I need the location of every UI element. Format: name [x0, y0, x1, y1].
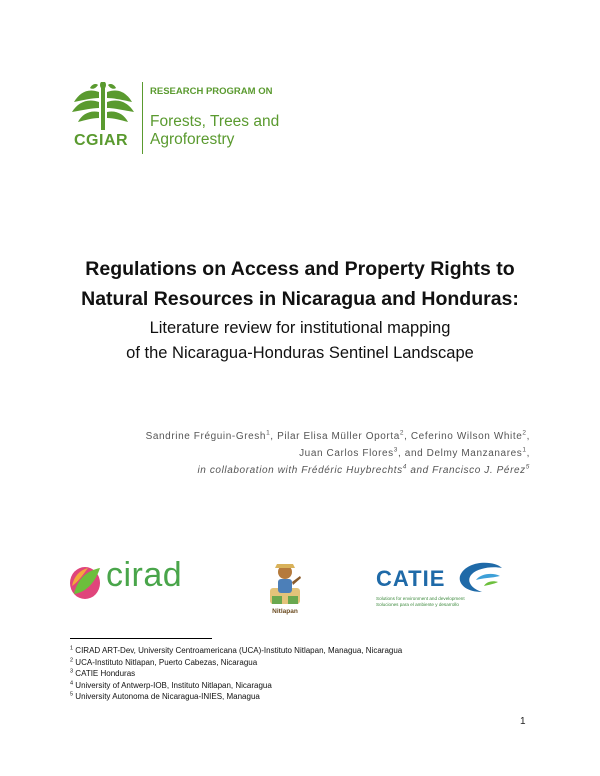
document-subtitle [30, 316, 570, 366]
footnote [70, 645, 540, 657]
footnote [70, 657, 540, 669]
title-line-1: Regulations on Access and Property Rights to [85, 258, 515, 280]
footnote-number: 3 [70, 668, 74, 675]
nitlapan-wordmark: Nitlapan [272, 608, 298, 615]
author-list [60, 428, 530, 479]
author-line-2: Juan Carlos Flores$^3$, and Delmy Manzanares$^1$, [299, 446, 530, 459]
author-name: Juan Carlos Flores [299, 448, 394, 459]
footnote [70, 691, 540, 703]
cgiar-logo [70, 80, 300, 160]
catie-swirl-icon [456, 562, 504, 594]
logo-divider [142, 82, 143, 154]
footnote-number: 1 [70, 645, 74, 652]
author-affiliation: 4 [402, 463, 407, 471]
author-affiliation: 5 [525, 463, 530, 471]
catie-logo [376, 560, 506, 610]
footnote [70, 668, 540, 680]
subtitle-line-2: of the Nicaragua-Honduras Sentinel Landscape [126, 344, 474, 362]
footnote-text: UCA-Instituto Nitlapan, Puerto Cabezas, Nicaragua [75, 657, 258, 667]
author-line-1: Sandrine Fréguin-Gresh$^1$, Pilar Elisa Müller Oporta$^2$, Ceferino Wilson White$^2$, [145, 429, 530, 442]
nitlapan-figure-icon [266, 560, 304, 608]
collaboration-text: and Francisco J. Pérez [406, 465, 526, 476]
author-name: and Delmy Manzanares [404, 448, 523, 459]
footnotes [70, 645, 540, 703]
program-label: RESEARCH PROGRAM ON [150, 86, 273, 97]
footnote-text: University Autonoma de Nicaragua-INIES, Managua [75, 692, 260, 701]
catie-tagline-en: Solutions for environment and development [376, 596, 465, 601]
footnote [70, 680, 540, 692]
author-affiliation: 1 [266, 429, 271, 437]
author-name: Pilar Elisa Müller Oporta [277, 431, 400, 442]
cirad-logo [68, 556, 203, 602]
title-line-2: Natural Resources in Nicaragua and Honduras: [81, 288, 519, 310]
author-affiliation: 2 [399, 429, 405, 437]
footnote-text: CIRAD ART-Dev, University Centroamericana (UCA)-Instituto Nitlapan, Managua, Nicaragua [75, 646, 403, 655]
author-name: Sandrine Fréguin-Gresh [145, 431, 267, 442]
author-affiliation: 2 [522, 429, 527, 437]
footnote-number: 2 [70, 656, 74, 663]
catie-wordmark: CATIE [376, 566, 446, 591]
collaboration-text: in collaboration with Frédéric Huybrechts [197, 465, 403, 476]
cgiar-wordmark: CGIAR [74, 132, 129, 149]
wheat-emblem-icon [70, 82, 136, 132]
author-affiliation: 3 [393, 446, 399, 454]
cirad-leaf-icon [68, 564, 102, 600]
collaboration-line [60, 462, 530, 479]
footnote-text: University of Antwerp-IOB, Instituto Nitlapan, Nicaragua [75, 680, 272, 690]
footnote-number: 5 [70, 691, 74, 698]
footnote-text: CATIE Honduras [75, 669, 136, 678]
page-number: 1 [520, 716, 526, 727]
footnote-rule [70, 638, 212, 639]
program-name: Forests, Trees and Agroforestry [150, 113, 280, 148]
catie-tagline [376, 596, 506, 607]
nitlapan-logo [262, 560, 308, 620]
document-title [30, 254, 570, 314]
author-affiliation: 1 [522, 446, 527, 454]
cirad-wordmark: cirad [106, 556, 183, 594]
footnote-number: 4 [70, 679, 74, 686]
author-name: Ceferino Wilson White [410, 431, 523, 442]
catie-tagline-es: Soluciones para el ambiente y desarrollo [376, 601, 459, 607]
subtitle-line-1: Literature review for institutional mapping [149, 319, 451, 337]
